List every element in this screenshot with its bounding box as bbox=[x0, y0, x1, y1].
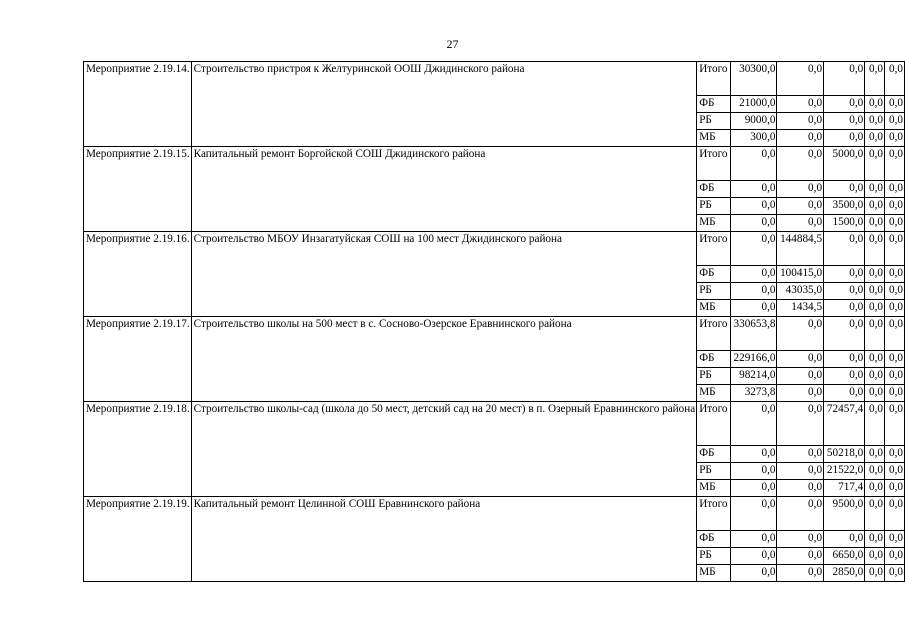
amount-cell: 0,0 bbox=[865, 497, 885, 531]
amount-cell: 0,0 bbox=[730, 283, 777, 300]
amount-cell: 0,0 bbox=[865, 113, 885, 130]
funding-source-cell: ФБ bbox=[697, 446, 731, 463]
amount-cell: 3500,0 bbox=[824, 198, 865, 215]
amount-cell: 0,0 bbox=[730, 463, 777, 480]
amount-cell: 3273,8 bbox=[730, 385, 777, 402]
amount-cell: 0,0 bbox=[777, 531, 824, 548]
amount-cell: 144884,5 bbox=[777, 232, 824, 266]
amount-cell: 0,0 bbox=[824, 113, 865, 130]
amount-cell: 0,0 bbox=[884, 368, 904, 385]
amount-cell: 30300,0 bbox=[730, 62, 777, 96]
event-description-cell: Капитальный ремонт Боргойской СОШ Джидинского района bbox=[191, 147, 697, 232]
amount-cell: 0,0 bbox=[865, 147, 885, 181]
page-number: 27 bbox=[446, 37, 459, 51]
amount-cell: 0,0 bbox=[865, 463, 885, 480]
funding-source-cell: Итого bbox=[697, 402, 731, 446]
amount-cell: 300,0 bbox=[730, 130, 777, 147]
table-row bbox=[84, 232, 905, 266]
amount-cell: 0,0 bbox=[884, 62, 904, 96]
event-description-cell: Строительство пристроя к Желтуринской ООШ Джидинского района bbox=[191, 62, 697, 147]
amount-cell: 0,0 bbox=[865, 565, 885, 582]
amount-cell: 0,0 bbox=[777, 402, 824, 446]
event-description-cell: Строительство МБОУ Инзагатуйская СОШ на 100 мест Джидинского района bbox=[191, 232, 697, 317]
funding-source-cell: МБ bbox=[697, 300, 731, 317]
amount-cell: 0,0 bbox=[777, 565, 824, 582]
event-code-cell: Мероприятие 2.19.19. bbox=[84, 497, 192, 582]
budget-table bbox=[83, 61, 905, 582]
event-description-cell: Капитальный ремонт Целинной СОШ Еравнинского района bbox=[191, 497, 697, 582]
amount-cell: 0,0 bbox=[730, 147, 777, 181]
amount-cell: 0,0 bbox=[824, 351, 865, 368]
amount-cell: 50218,0 bbox=[824, 446, 865, 463]
amount-cell: 0,0 bbox=[824, 62, 865, 96]
amount-cell: 0,0 bbox=[884, 113, 904, 130]
amount-cell: 0,0 bbox=[824, 266, 865, 283]
table-body bbox=[84, 62, 905, 582]
amount-cell: 0,0 bbox=[730, 531, 777, 548]
amount-cell: 0,0 bbox=[865, 96, 885, 113]
funding-source-cell: ФБ bbox=[697, 266, 731, 283]
event-description-cell: Строительство школы-сад (школа до 50 мест, детский сад на 20 мест) в п. Озерный Еравнинского района bbox=[191, 402, 697, 497]
amount-cell: 100415,0 bbox=[777, 266, 824, 283]
amount-cell: 0,0 bbox=[730, 300, 777, 317]
amount-cell: 0,0 bbox=[824, 232, 865, 266]
table-row bbox=[84, 62, 905, 96]
amount-cell: 0,0 bbox=[865, 215, 885, 232]
amount-cell: 72457,4 bbox=[824, 402, 865, 446]
amount-cell: 0,0 bbox=[865, 480, 885, 497]
amount-cell: 2850,0 bbox=[824, 565, 865, 582]
amount-cell: 0,0 bbox=[730, 181, 777, 198]
amount-cell: 0,0 bbox=[865, 446, 885, 463]
amount-cell: 21000,0 bbox=[730, 96, 777, 113]
funding-source-cell: ФБ bbox=[697, 181, 731, 198]
amount-cell: 0,0 bbox=[884, 548, 904, 565]
amount-cell: 0,0 bbox=[865, 232, 885, 266]
funding-source-cell: МБ bbox=[697, 215, 731, 232]
funding-source-cell: РБ bbox=[697, 368, 731, 385]
amount-cell: 0,0 bbox=[730, 446, 777, 463]
amount-cell: 0,0 bbox=[777, 317, 824, 351]
amount-cell: 0,0 bbox=[865, 351, 885, 368]
amount-cell: 0,0 bbox=[865, 62, 885, 96]
amount-cell: 0,0 bbox=[777, 446, 824, 463]
amount-cell: 0,0 bbox=[884, 565, 904, 582]
funding-source-cell: Итого bbox=[697, 62, 731, 96]
amount-cell: 0,0 bbox=[884, 283, 904, 300]
amount-cell: 21522,0 bbox=[824, 463, 865, 480]
amount-cell: 43035,0 bbox=[777, 283, 824, 300]
amount-cell: 0,0 bbox=[824, 181, 865, 198]
amount-cell: 0,0 bbox=[884, 266, 904, 283]
amount-cell: 9000,0 bbox=[730, 113, 777, 130]
amount-cell: 0,0 bbox=[730, 198, 777, 215]
amount-cell: 1500,0 bbox=[824, 215, 865, 232]
funding-source-cell: МБ bbox=[697, 385, 731, 402]
funding-source-cell: МБ bbox=[697, 480, 731, 497]
funding-source-cell: Итого bbox=[697, 232, 731, 266]
amount-cell: 0,0 bbox=[824, 300, 865, 317]
event-code-cell: Мероприятие 2.19.18. bbox=[84, 402, 192, 497]
amount-cell: 0,0 bbox=[865, 368, 885, 385]
funding-source-cell: ФБ bbox=[697, 531, 731, 548]
amount-cell: 0,0 bbox=[865, 283, 885, 300]
event-code-cell: Мероприятие 2.19.15. bbox=[84, 147, 192, 232]
amount-cell: 0,0 bbox=[777, 351, 824, 368]
amount-cell: 0,0 bbox=[730, 497, 777, 531]
amount-cell: 0,0 bbox=[884, 480, 904, 497]
event-code-cell: Мероприятие 2.19.14. bbox=[84, 62, 192, 147]
amount-cell: 0,0 bbox=[884, 215, 904, 232]
event-code-cell: Мероприятие 2.19.16. bbox=[84, 232, 192, 317]
amount-cell: 0,0 bbox=[824, 368, 865, 385]
event-code-cell: Мероприятие 2.19.17. bbox=[84, 317, 192, 402]
amount-cell: 0,0 bbox=[865, 317, 885, 351]
amount-cell: 0,0 bbox=[884, 232, 904, 266]
amount-cell: 98214,0 bbox=[730, 368, 777, 385]
amount-cell: 330653,8 bbox=[730, 317, 777, 351]
amount-cell: 229166,0 bbox=[730, 351, 777, 368]
amount-cell: 0,0 bbox=[777, 147, 824, 181]
amount-cell: 0,0 bbox=[730, 480, 777, 497]
amount-cell: 0,0 bbox=[777, 368, 824, 385]
amount-cell: 717,4 bbox=[824, 480, 865, 497]
amount-cell: 0,0 bbox=[884, 96, 904, 113]
amount-cell: 0,0 bbox=[865, 198, 885, 215]
amount-cell: 0,0 bbox=[865, 266, 885, 283]
amount-cell: 0,0 bbox=[884, 497, 904, 531]
amount-cell: 0,0 bbox=[884, 147, 904, 181]
amount-cell: 0,0 bbox=[884, 402, 904, 446]
amount-cell: 0,0 bbox=[777, 198, 824, 215]
amount-cell: 0,0 bbox=[777, 113, 824, 130]
amount-cell: 0,0 bbox=[865, 300, 885, 317]
amount-cell: 0,0 bbox=[730, 402, 777, 446]
amount-cell: 0,0 bbox=[730, 232, 777, 266]
amount-cell: 0,0 bbox=[730, 548, 777, 565]
amount-cell: 0,0 bbox=[884, 181, 904, 198]
funding-source-cell: ФБ bbox=[697, 351, 731, 368]
amount-cell: 0,0 bbox=[824, 130, 865, 147]
amount-cell: 0,0 bbox=[884, 300, 904, 317]
amount-cell: 0,0 bbox=[824, 283, 865, 300]
amount-cell: 9500,0 bbox=[824, 497, 865, 531]
amount-cell: 0,0 bbox=[884, 317, 904, 351]
funding-source-cell: ФБ bbox=[697, 96, 731, 113]
amount-cell: 0,0 bbox=[777, 62, 824, 96]
amount-cell: 0,0 bbox=[730, 266, 777, 283]
amount-cell: 0,0 bbox=[824, 317, 865, 351]
funding-source-cell: РБ bbox=[697, 198, 731, 215]
funding-source-cell: Итого bbox=[697, 147, 731, 181]
amount-cell: 0,0 bbox=[777, 463, 824, 480]
table-row bbox=[84, 317, 905, 351]
amount-cell: 0,0 bbox=[824, 531, 865, 548]
amount-cell: 0,0 bbox=[865, 181, 885, 198]
amount-cell: 0,0 bbox=[777, 181, 824, 198]
amount-cell: 0,0 bbox=[865, 385, 885, 402]
event-description-cell: Строительство школы на 500 мест в с. Сосново-Озерское Еравнинского района bbox=[191, 317, 697, 402]
funding-source-cell: РБ bbox=[697, 283, 731, 300]
amount-cell: 0,0 bbox=[884, 198, 904, 215]
amount-cell: 0,0 bbox=[865, 548, 885, 565]
amount-cell: 0,0 bbox=[730, 565, 777, 582]
amount-cell: 0,0 bbox=[865, 130, 885, 147]
amount-cell: 0,0 bbox=[777, 385, 824, 402]
amount-cell: 0,0 bbox=[824, 96, 865, 113]
amount-cell: 0,0 bbox=[884, 385, 904, 402]
amount-cell: 5000,0 bbox=[824, 147, 865, 181]
funding-source-cell: Итого bbox=[697, 497, 731, 531]
amount-cell: 0,0 bbox=[884, 446, 904, 463]
amount-cell: 0,0 bbox=[730, 215, 777, 232]
amount-cell: 0,0 bbox=[884, 463, 904, 480]
amount-cell: 0,0 bbox=[777, 548, 824, 565]
amount-cell: 0,0 bbox=[777, 215, 824, 232]
amount-cell: 1434,5 bbox=[777, 300, 824, 317]
amount-cell: 0,0 bbox=[777, 480, 824, 497]
amount-cell: 6650,0 bbox=[824, 548, 865, 565]
amount-cell: 0,0 bbox=[884, 130, 904, 147]
table-row bbox=[84, 147, 905, 181]
table-row bbox=[84, 497, 905, 531]
amount-cell: 0,0 bbox=[884, 531, 904, 548]
amount-cell: 0,0 bbox=[824, 385, 865, 402]
amount-cell: 0,0 bbox=[884, 351, 904, 368]
funding-source-cell: РБ bbox=[697, 548, 731, 565]
funding-source-cell: МБ bbox=[697, 130, 731, 147]
funding-source-cell: РБ bbox=[697, 113, 731, 130]
amount-cell: 0,0 bbox=[865, 531, 885, 548]
amount-cell: 0,0 bbox=[777, 96, 824, 113]
amount-cell: 0,0 bbox=[777, 497, 824, 531]
funding-source-cell: Итого bbox=[697, 317, 731, 351]
table-row bbox=[84, 402, 905, 446]
amount-cell: 0,0 bbox=[777, 130, 824, 147]
funding-source-cell: РБ bbox=[697, 463, 731, 480]
funding-source-cell: МБ bbox=[697, 565, 731, 582]
amount-cell: 0,0 bbox=[865, 402, 885, 446]
